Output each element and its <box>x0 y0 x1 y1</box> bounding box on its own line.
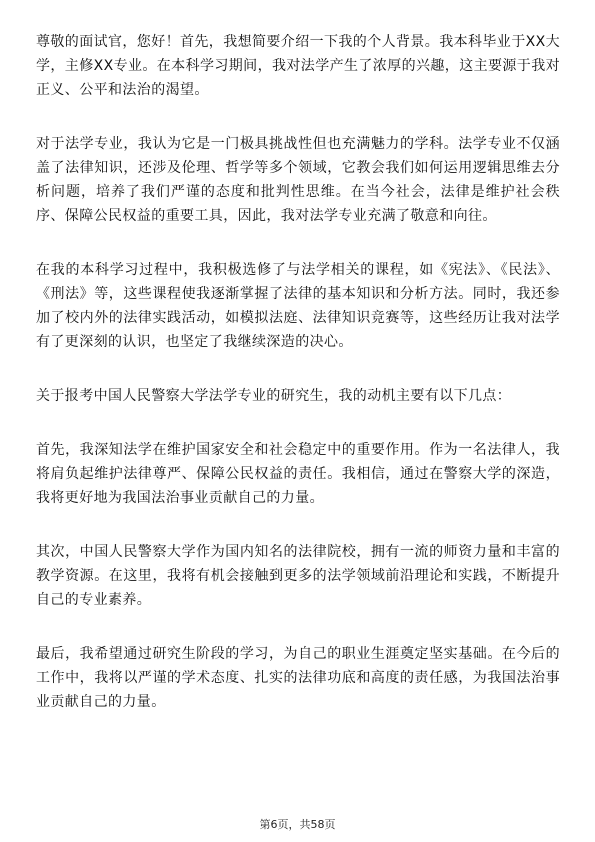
paragraph-motivation-last: 最后，我希望通过研究生阶段的学习，为自己的职业生涯奠定坚实基础。在今后的工作中，我将以严谨的学术态度、扎实的法律功底和高度的责任感，为我国法治事业贡献自己的力量。 <box>36 646 560 710</box>
paragraph-study-experience: 在我的本科学习过程中，我积极选修了与法学相关的课程，如《宪法》、《民法》、《刑法》等，这些课程使我逐渐掌握了法律的基本知识和分析方法。同时，我还参加了校内外的法律实践活动，如模拟法庭、法律知识竞赛等，这些经历让我对法学有了更深刻的认识，也坚定了我继续深造的决心。 <box>36 262 560 350</box>
page-number-footer: 第6页，共58页 <box>259 818 336 831</box>
paragraph-motivation-intro: 关于报考中国人民警察大学法学专业的研究生，我的动机主要有以下几点： <box>36 388 512 404</box>
document-body <box>36 30 560 744</box>
paragraph-major-view: 对于法学专业，我认为它是一门极具挑战性但也充满魅力的学科。法学专业不仅涵盖了法律知识，还涉及伦理、哲学等多个领域，它教会我们如何运用逻辑思维去分析问题，培养了我们严谨的态度和批判性思维。在当今社会，法律是维护社会秩序、保障公民权益的重要工具，因此，我对法学专业充满了敬意和向往。 <box>36 136 560 224</box>
paragraph-motivation-second: 其次，中国人民警察大学作为国内知名的法律院校，拥有一流的师资力量和丰富的教学资源。在这里，我将有机会接触到更多的法学领域前沿理论和实践，不断提升自己的专业素养。 <box>36 544 560 608</box>
paragraph-motivation-first: 首先，我深知法学在维护国家安全和社会稳定中的重要作用。作为一名法律人，我将肩负起维护法律尊严、保障公民权益的责任。我相信，通过在警察大学的深造，我将更好地为我国法治事业贡献自己的力量。 <box>36 442 560 506</box>
paragraph-intro: 尊敬的面试官，您好！首先，我想简要介绍一下我的个人背景。我本科毕业于XX大学，主修XX专业。在本科学习期间，我对法学产生了浓厚的兴趣，这主要源于我对正义、公平和法治的渴望。 <box>36 34 560 98</box>
